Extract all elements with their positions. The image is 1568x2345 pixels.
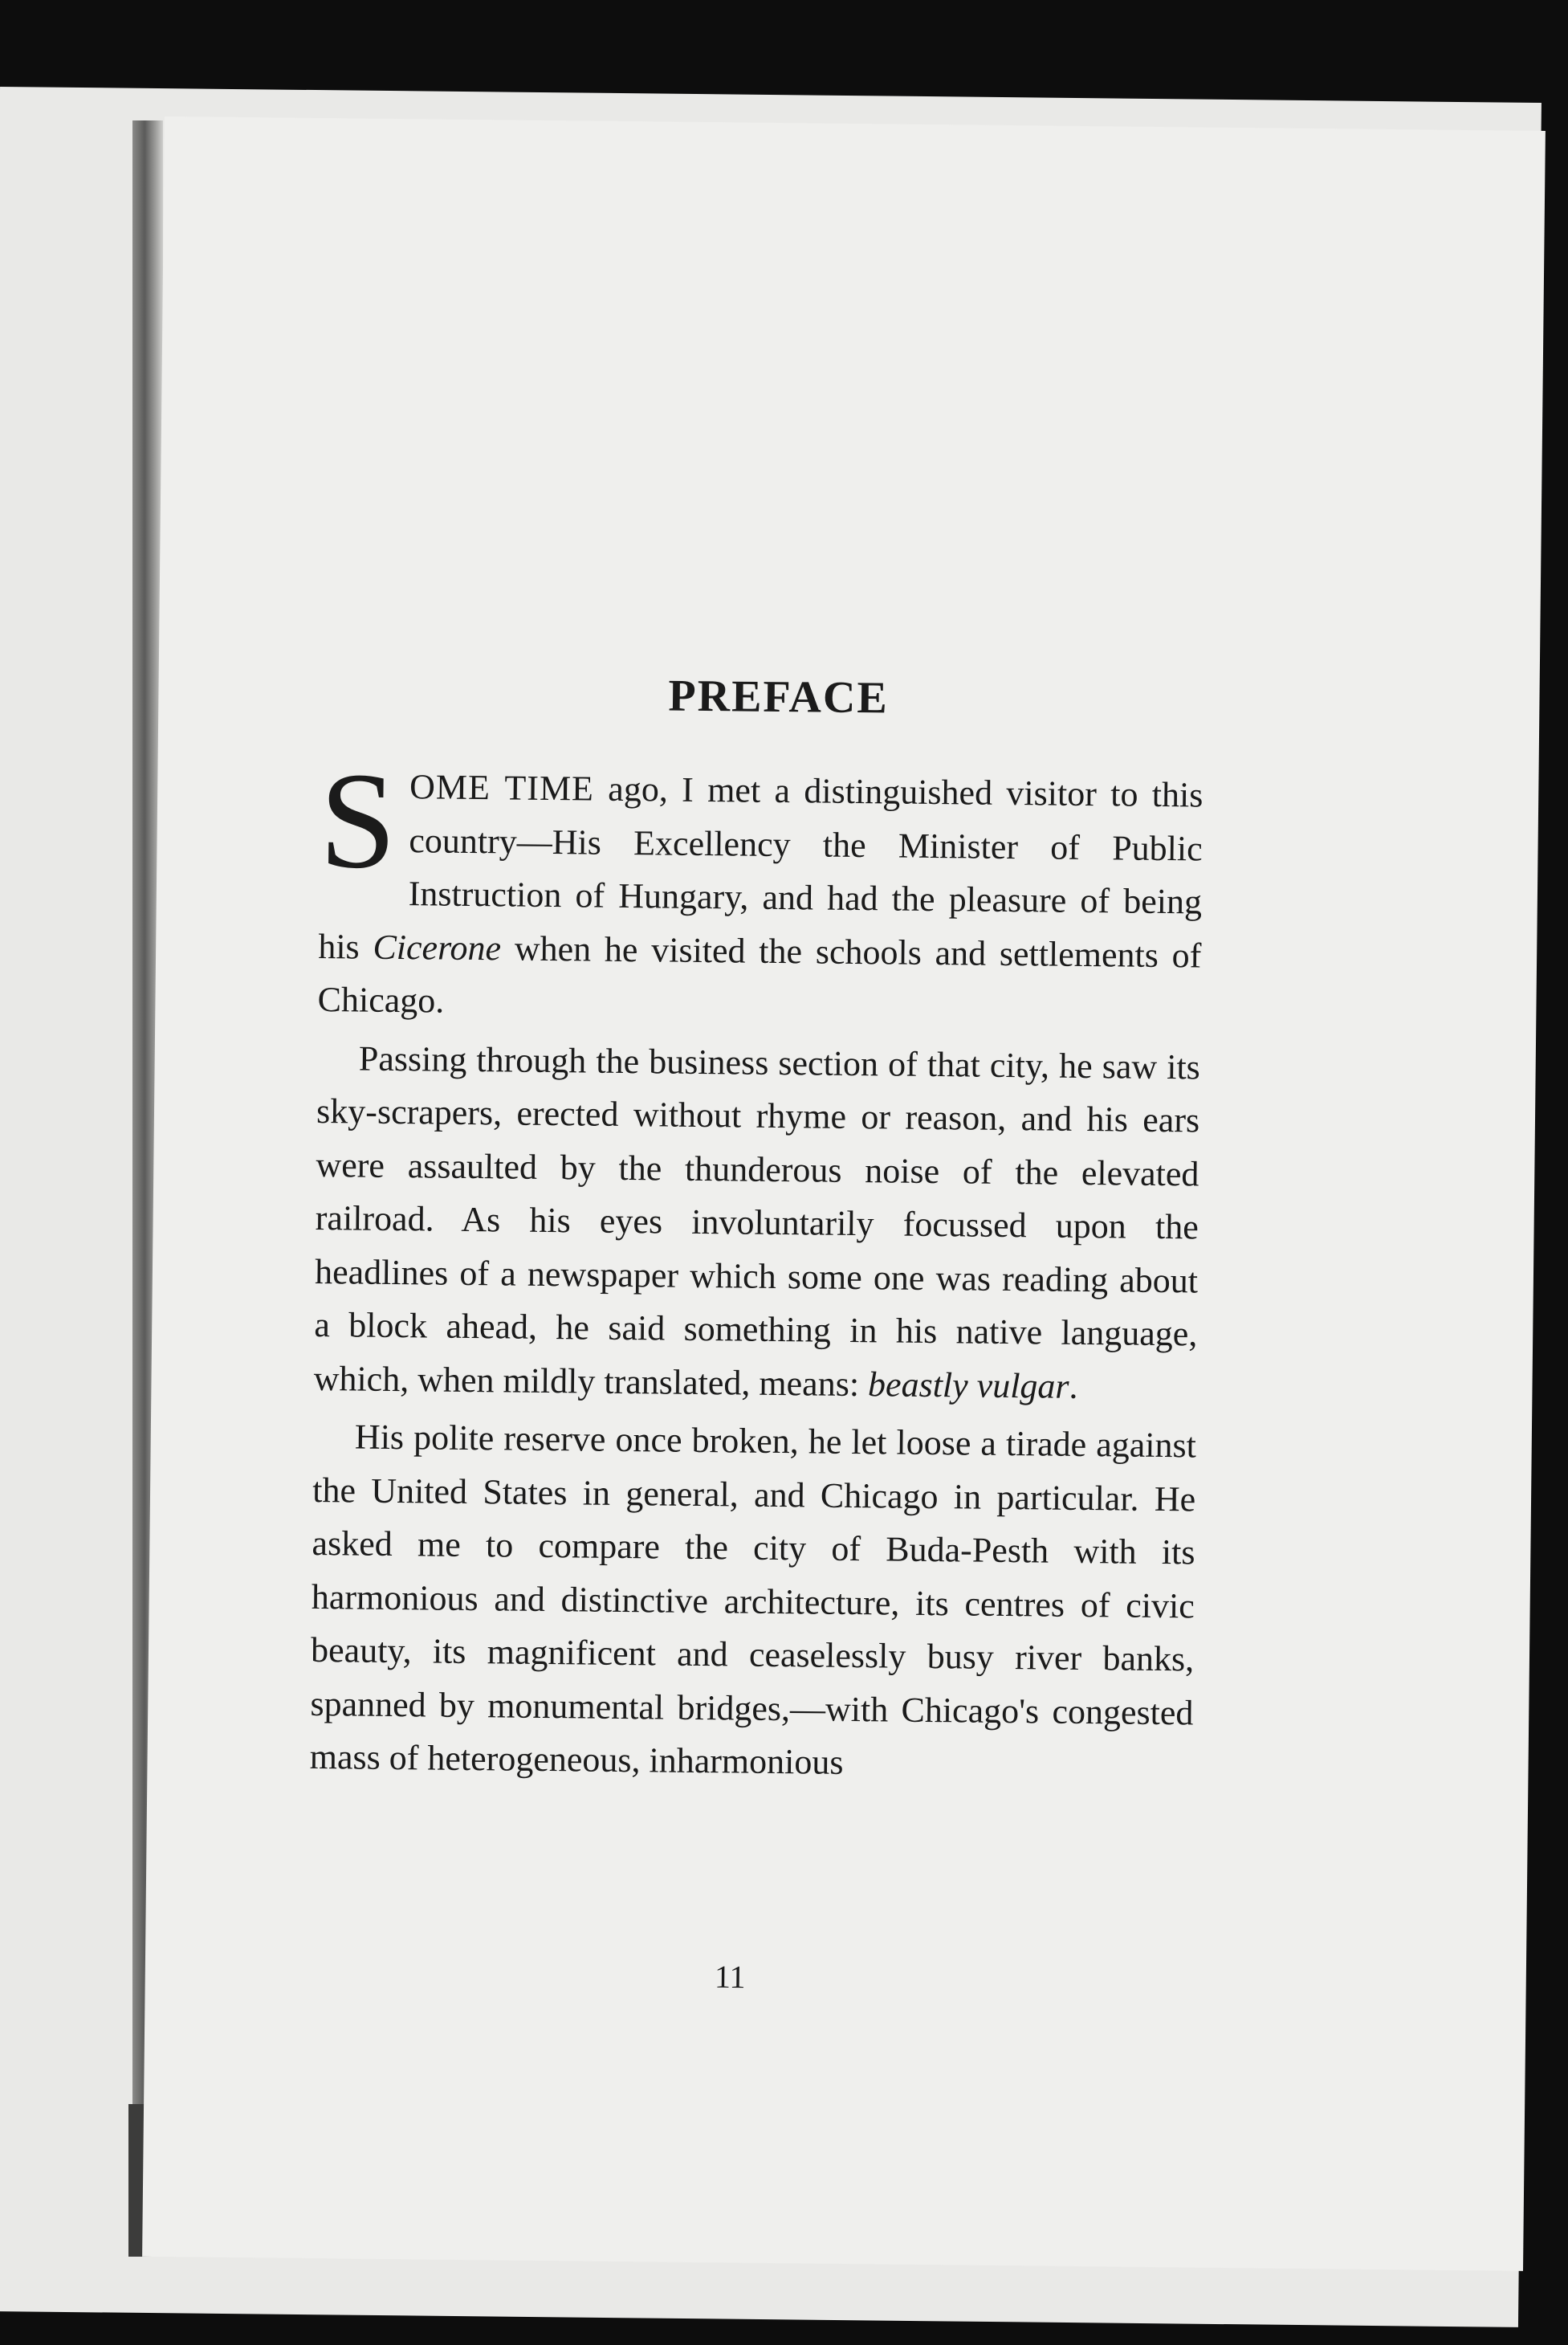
drop-cap: S [318, 744, 397, 898]
paragraph-1-italic: Cicerone [373, 927, 502, 968]
paragraph-2-italic: beastly vulgar [867, 1364, 1069, 1406]
page-title: PREFACE [668, 671, 890, 724]
paragraph-2-end: . [1069, 1366, 1078, 1406]
paragraph-1-text: ago, I met a distinguished visitor to this country—His Excellency the Minister of Public Instruction of Hungary, and had the pleasure of being his [318, 769, 1203, 967]
paragraph-2-text: Passing through the business section of that city, he saw its sky-scrapers, erected without rhyme or reason, and his ears were assaulted by the thunderous noise of the elevated railroad. As his eyes involuntarily focussed upon the headlines of a newspaper which some one was reading about a block ahead, he said something in his native language, which, when mildly translated, means: [313, 1038, 1201, 1404]
preface-text-block [309, 667, 1204, 1793]
paragraph-2 [313, 1031, 1200, 1414]
paragraph-3 [309, 1410, 1196, 1793]
paragraph-1-end: when he visited the schools and settlements of Chicago. [317, 928, 1202, 1021]
page-number: 11 [714, 1958, 746, 1996]
paragraph-1 [317, 744, 1203, 1036]
opening-words: OME TIME [409, 767, 595, 809]
paragraph-3-text: His polite reserve once broken, he let loose a tirade against the United States in general, and Chicago in particular. He asked me to compare the city of Buda-Pesth with its harmonious and distinctive architecture, its centres of civic beauty, its magnificent and ceaselessly busy river banks, spanned by monumental bridges,—with Chicago's congested mass of heterogeneous, inharmonious [309, 1417, 1197, 1782]
